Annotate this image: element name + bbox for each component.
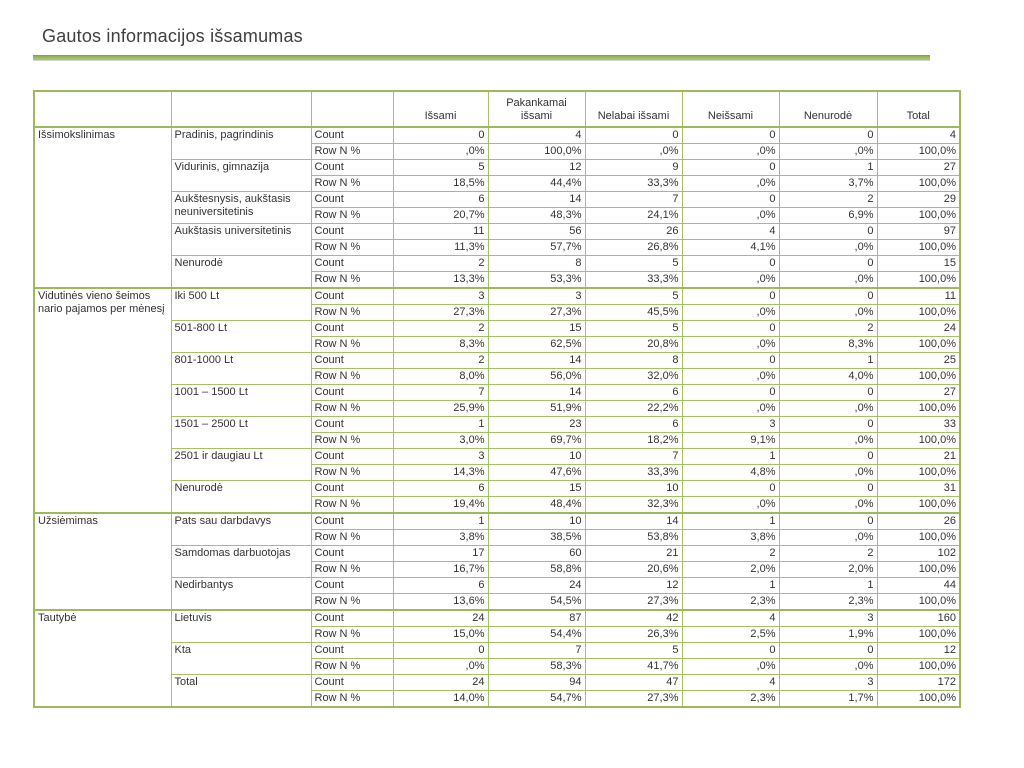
stat-label-cell: Row N %	[311, 144, 393, 160]
table-header-cell: Nelabai išsami	[585, 91, 682, 127]
value-cell: 0	[682, 192, 779, 208]
value-cell: 6	[393, 578, 488, 594]
value-cell: 27,3%	[585, 594, 682, 611]
value-cell: ,0%	[682, 401, 779, 417]
value-cell: ,0%	[393, 144, 488, 160]
value-cell: 21	[585, 546, 682, 562]
value-cell: 0	[779, 385, 877, 401]
value-cell: 14,3%	[393, 465, 488, 481]
category-label-cell: Nenurodė	[171, 256, 311, 289]
value-cell: 3	[779, 675, 877, 691]
value-cell: 45,5%	[585, 305, 682, 321]
value-cell: 0	[682, 127, 779, 144]
value-cell: 7	[488, 643, 585, 659]
value-cell: 33,3%	[585, 176, 682, 192]
value-cell: 0	[779, 449, 877, 465]
group-label-cell: Užsiėmimas	[34, 513, 171, 610]
value-cell: ,0%	[779, 497, 877, 514]
stat-label-cell: Count	[311, 578, 393, 594]
value-cell: 24	[393, 675, 488, 691]
value-cell: 38,5%	[488, 530, 585, 546]
value-cell: 32,3%	[585, 497, 682, 514]
value-cell: 6,9%	[779, 208, 877, 224]
table-header-cell: Nenurodė	[779, 91, 877, 127]
value-cell: 100,0%	[877, 530, 960, 546]
value-cell: 18,2%	[585, 433, 682, 449]
value-cell: 2,3%	[682, 691, 779, 708]
value-cell: 33	[877, 417, 960, 433]
value-cell: 11	[877, 288, 960, 305]
value-cell: 4	[682, 675, 779, 691]
value-cell: 31	[877, 481, 960, 497]
category-label-cell: Pats sau darbdavys	[171, 513, 311, 546]
value-cell: 1	[393, 513, 488, 530]
stat-label-cell: Count	[311, 546, 393, 562]
value-cell: 33,3%	[585, 465, 682, 481]
category-label-cell: 501-800 Lt	[171, 321, 311, 353]
value-cell: 14	[488, 353, 585, 369]
value-cell: 0	[393, 127, 488, 144]
stat-label-cell: Row N %	[311, 272, 393, 289]
value-cell: ,0%	[682, 497, 779, 514]
category-label-cell: Nedirbantys	[171, 578, 311, 611]
value-cell: 42	[585, 610, 682, 627]
value-cell: 41,7%	[585, 659, 682, 675]
value-cell: 0	[779, 481, 877, 497]
value-cell: ,0%	[682, 659, 779, 675]
header-blank-cell	[311, 91, 393, 127]
category-label-cell: Vidurinis, gimnazija	[171, 160, 311, 192]
value-cell: 3,7%	[779, 176, 877, 192]
value-cell: 5	[585, 288, 682, 305]
value-cell: 3	[393, 449, 488, 465]
value-cell: 8,0%	[393, 369, 488, 385]
value-cell: 100,0%	[877, 433, 960, 449]
value-cell: 8	[585, 353, 682, 369]
value-cell: 6	[393, 192, 488, 208]
value-cell: 9,1%	[682, 433, 779, 449]
value-cell: 100,0%	[877, 337, 960, 353]
value-cell: 5	[585, 256, 682, 272]
value-cell: 100,0%	[877, 240, 960, 256]
value-cell: 62,5%	[488, 337, 585, 353]
value-cell: 8,3%	[779, 337, 877, 353]
value-cell: 18,5%	[393, 176, 488, 192]
value-cell: 13,3%	[393, 272, 488, 289]
value-cell: 2,5%	[682, 627, 779, 643]
table-header-cell: Išsami	[393, 91, 488, 127]
value-cell: 58,8%	[488, 562, 585, 578]
value-cell: 0	[682, 481, 779, 497]
value-cell: 0	[779, 513, 877, 530]
value-cell: 27,3%	[488, 305, 585, 321]
value-cell: 47,6%	[488, 465, 585, 481]
value-cell: ,0%	[779, 272, 877, 289]
value-cell: 15	[488, 481, 585, 497]
value-cell: 9	[585, 160, 682, 176]
value-cell: 0	[779, 127, 877, 144]
value-cell: 20,8%	[585, 337, 682, 353]
value-cell: 24	[393, 610, 488, 627]
stat-label-cell: Count	[311, 417, 393, 433]
value-cell: 3,0%	[393, 433, 488, 449]
value-cell: 4	[488, 127, 585, 144]
value-cell: 16,7%	[393, 562, 488, 578]
value-cell: 4,1%	[682, 240, 779, 256]
value-cell: 1	[393, 417, 488, 433]
stat-label-cell: Count	[311, 256, 393, 272]
header-blank-cell	[34, 91, 171, 127]
value-cell: 2,3%	[682, 594, 779, 611]
value-cell: 4,8%	[682, 465, 779, 481]
value-cell: 57,7%	[488, 240, 585, 256]
header-blank-cell	[171, 91, 311, 127]
value-cell: 100,0%	[877, 659, 960, 675]
value-cell: ,0%	[682, 144, 779, 160]
value-cell: ,0%	[779, 240, 877, 256]
value-cell: ,0%	[682, 208, 779, 224]
value-cell: 94	[488, 675, 585, 691]
value-cell: 56,0%	[488, 369, 585, 385]
value-cell: ,0%	[682, 337, 779, 353]
value-cell: 2	[779, 321, 877, 337]
value-cell: 32,0%	[585, 369, 682, 385]
stat-label-cell: Row N %	[311, 691, 393, 708]
value-cell: 1	[682, 578, 779, 594]
value-cell: 27	[877, 385, 960, 401]
value-cell: 8,3%	[393, 337, 488, 353]
value-cell: 3	[779, 610, 877, 627]
value-cell: 0	[779, 256, 877, 272]
value-cell: 21	[877, 449, 960, 465]
table-header	[34, 91, 960, 127]
stat-label-cell: Row N %	[311, 465, 393, 481]
value-cell: 2	[393, 353, 488, 369]
value-cell: 14,0%	[393, 691, 488, 708]
stat-label-cell: Row N %	[311, 401, 393, 417]
stat-label-cell: Row N %	[311, 337, 393, 353]
crosstab-table-wrap	[33, 90, 961, 708]
value-cell: 2	[393, 256, 488, 272]
page-title: Gautos informacijos išsamumas	[42, 26, 303, 46]
value-cell: 0	[682, 321, 779, 337]
value-cell: 24,1%	[585, 208, 682, 224]
value-cell: 54,7%	[488, 691, 585, 708]
category-label-cell: Nenurodė	[171, 481, 311, 514]
stat-label-cell: Count	[311, 192, 393, 208]
value-cell: 44	[877, 578, 960, 594]
value-cell: 6	[393, 481, 488, 497]
stat-label-cell: Count	[311, 481, 393, 497]
value-cell: 53,8%	[585, 530, 682, 546]
stat-label-cell: Count	[311, 610, 393, 627]
value-cell: 100,0%	[877, 691, 960, 708]
value-cell: ,0%	[585, 144, 682, 160]
value-cell: 20,6%	[585, 562, 682, 578]
value-cell: ,0%	[779, 305, 877, 321]
value-cell: 7	[585, 449, 682, 465]
value-cell: 100,0%	[877, 369, 960, 385]
value-cell: 12	[488, 160, 585, 176]
value-cell: ,0%	[682, 272, 779, 289]
value-cell: 7	[393, 385, 488, 401]
value-cell: 29	[877, 192, 960, 208]
value-cell: ,0%	[779, 144, 877, 160]
value-cell: 60	[488, 546, 585, 562]
category-label-cell: Kta	[171, 643, 311, 675]
value-cell: 27	[877, 160, 960, 176]
value-cell: 100,0%	[877, 465, 960, 481]
category-label-cell: 1501 – 2500 Lt	[171, 417, 311, 449]
value-cell: 4,0%	[779, 369, 877, 385]
value-cell: 6	[585, 417, 682, 433]
value-cell: 15	[877, 256, 960, 272]
value-cell: 172	[877, 675, 960, 691]
value-cell: 1	[779, 578, 877, 594]
value-cell: 12	[585, 578, 682, 594]
category-label-cell: Samdomas darbuotojas	[171, 546, 311, 578]
stat-label-cell: Count	[311, 675, 393, 691]
value-cell: 26	[585, 224, 682, 240]
category-label-cell: Total	[171, 675, 311, 708]
stat-label-cell: Row N %	[311, 627, 393, 643]
value-cell: 0	[682, 385, 779, 401]
value-cell: 102	[877, 546, 960, 562]
group-label-cell: Išsimokslinimas	[34, 127, 171, 288]
value-cell: ,0%	[393, 659, 488, 675]
value-cell: 14	[488, 192, 585, 208]
value-cell: 3,8%	[393, 530, 488, 546]
group-label-cell: Tautybė	[34, 610, 171, 707]
value-cell: 26,3%	[585, 627, 682, 643]
value-cell: 10	[488, 513, 585, 530]
stat-label-cell: Count	[311, 353, 393, 369]
value-cell: 0	[779, 643, 877, 659]
value-cell: 2,0%	[682, 562, 779, 578]
value-cell: 6	[585, 385, 682, 401]
stat-label-cell: Row N %	[311, 497, 393, 514]
value-cell: 100,0%	[877, 208, 960, 224]
value-cell: 0	[682, 256, 779, 272]
value-cell: 48,3%	[488, 208, 585, 224]
stat-label-cell: Row N %	[311, 562, 393, 578]
value-cell: 27,3%	[585, 691, 682, 708]
value-cell: 20,7%	[393, 208, 488, 224]
value-cell: 14	[488, 385, 585, 401]
value-cell: ,0%	[779, 530, 877, 546]
value-cell: 1	[682, 449, 779, 465]
title-underline	[33, 55, 930, 60]
value-cell: 10	[585, 481, 682, 497]
value-cell: ,0%	[779, 433, 877, 449]
value-cell: 14	[585, 513, 682, 530]
stat-label-cell: Count	[311, 513, 393, 530]
value-cell: 100,0%	[877, 272, 960, 289]
value-cell: 26,8%	[585, 240, 682, 256]
stat-label-cell: Count	[311, 288, 393, 305]
value-cell: 3,8%	[682, 530, 779, 546]
value-cell: 1	[682, 513, 779, 530]
value-cell: 5	[585, 643, 682, 659]
value-cell: 0	[585, 127, 682, 144]
table-header-cell: Pakankamai išsami	[488, 91, 585, 127]
value-cell: 100,0%	[877, 401, 960, 417]
value-cell: 25	[877, 353, 960, 369]
value-cell: 17	[393, 546, 488, 562]
value-cell: 15,0%	[393, 627, 488, 643]
value-cell: 1	[779, 353, 877, 369]
crosstab-table	[33, 90, 961, 708]
value-cell: 0	[682, 160, 779, 176]
value-cell: 0	[779, 288, 877, 305]
stat-label-cell: Row N %	[311, 433, 393, 449]
value-cell: ,0%	[779, 465, 877, 481]
value-cell: 2,3%	[779, 594, 877, 611]
stat-label-cell: Count	[311, 224, 393, 240]
value-cell: 47	[585, 675, 682, 691]
value-cell: 100,0%	[877, 305, 960, 321]
category-label-cell: Aukštasis universitetinis	[171, 224, 311, 256]
value-cell: 0	[393, 643, 488, 659]
category-label-cell: Lietuvis	[171, 610, 311, 643]
category-label-cell: 1001 – 1500 Lt	[171, 385, 311, 417]
value-cell: 97	[877, 224, 960, 240]
value-cell: 5	[393, 160, 488, 176]
group-label-cell: Vidutinės vieno šeimos nario pajamos per mėnesį	[34, 288, 171, 513]
value-cell: 24	[877, 321, 960, 337]
value-cell: 8	[488, 256, 585, 272]
value-cell: ,0%	[682, 369, 779, 385]
stat-label-cell: Count	[311, 385, 393, 401]
value-cell: 1	[779, 160, 877, 176]
stat-label-cell: Row N %	[311, 594, 393, 611]
stat-label-cell: Count	[311, 160, 393, 176]
stat-label-cell: Count	[311, 127, 393, 144]
value-cell: 11,3%	[393, 240, 488, 256]
value-cell: 10	[488, 449, 585, 465]
value-cell: 13,6%	[393, 594, 488, 611]
value-cell: 27,3%	[393, 305, 488, 321]
value-cell: 51,9%	[488, 401, 585, 417]
stat-label-cell: Row N %	[311, 530, 393, 546]
value-cell: 3	[488, 288, 585, 305]
value-cell: 33,3%	[585, 272, 682, 289]
stat-label-cell: Row N %	[311, 208, 393, 224]
value-cell: 100,0%	[877, 627, 960, 643]
value-cell: 2	[393, 321, 488, 337]
value-cell: 11	[393, 224, 488, 240]
value-cell: 54,4%	[488, 627, 585, 643]
value-cell: 7	[585, 192, 682, 208]
value-cell: 54,5%	[488, 594, 585, 611]
category-label-cell: Iki 500 Lt	[171, 288, 311, 321]
value-cell: 87	[488, 610, 585, 627]
value-cell: 25,9%	[393, 401, 488, 417]
value-cell: 0	[682, 288, 779, 305]
value-cell: 0	[682, 353, 779, 369]
category-label-cell: 2501 ir daugiau Lt	[171, 449, 311, 481]
value-cell: 26	[877, 513, 960, 530]
value-cell: 2	[682, 546, 779, 562]
value-cell: ,0%	[682, 305, 779, 321]
value-cell: 1,7%	[779, 691, 877, 708]
category-label-cell: 801-1000 Lt	[171, 353, 311, 385]
stat-label-cell: Count	[311, 449, 393, 465]
value-cell: 4	[682, 610, 779, 627]
stat-label-cell: Count	[311, 643, 393, 659]
value-cell: 100,0%	[488, 144, 585, 160]
value-cell: 44,4%	[488, 176, 585, 192]
category-label-cell: Aukštesnysis, aukštasis neuniversitetinis	[171, 192, 311, 224]
value-cell: 56	[488, 224, 585, 240]
value-cell: 15	[488, 321, 585, 337]
value-cell: 100,0%	[877, 562, 960, 578]
value-cell: 5	[585, 321, 682, 337]
value-cell: 0	[779, 224, 877, 240]
value-cell: 3	[682, 417, 779, 433]
value-cell: 23	[488, 417, 585, 433]
value-cell: 3	[393, 288, 488, 305]
stat-label-cell: Row N %	[311, 659, 393, 675]
value-cell: ,0%	[682, 176, 779, 192]
value-cell: 2	[779, 546, 877, 562]
value-cell: 69,7%	[488, 433, 585, 449]
value-cell: 1,9%	[779, 627, 877, 643]
table-body	[34, 127, 960, 707]
table-header-cell: Neišsami	[682, 91, 779, 127]
value-cell: 100,0%	[877, 176, 960, 192]
stat-label-cell: Row N %	[311, 305, 393, 321]
stat-label-cell: Row N %	[311, 240, 393, 256]
value-cell: 48,4%	[488, 497, 585, 514]
stat-label-cell: Row N %	[311, 176, 393, 192]
value-cell: 100,0%	[877, 594, 960, 611]
value-cell: 100,0%	[877, 497, 960, 514]
value-cell: 0	[682, 643, 779, 659]
stat-label-cell: Row N %	[311, 369, 393, 385]
value-cell: 12	[877, 643, 960, 659]
category-label-cell: Pradinis, pagrindinis	[171, 127, 311, 160]
value-cell: 22,2%	[585, 401, 682, 417]
value-cell: 160	[877, 610, 960, 627]
value-cell: 53,3%	[488, 272, 585, 289]
value-cell: 4	[877, 127, 960, 144]
stat-label-cell: Count	[311, 321, 393, 337]
value-cell: 24	[488, 578, 585, 594]
value-cell: 2	[779, 192, 877, 208]
value-cell: 58,3%	[488, 659, 585, 675]
value-cell: 2,0%	[779, 562, 877, 578]
value-cell: ,0%	[779, 401, 877, 417]
table-header-cell: Total	[877, 91, 960, 127]
value-cell: 100,0%	[877, 144, 960, 160]
value-cell: 4	[682, 224, 779, 240]
value-cell: ,0%	[779, 659, 877, 675]
value-cell: 0	[779, 417, 877, 433]
value-cell: 19,4%	[393, 497, 488, 514]
